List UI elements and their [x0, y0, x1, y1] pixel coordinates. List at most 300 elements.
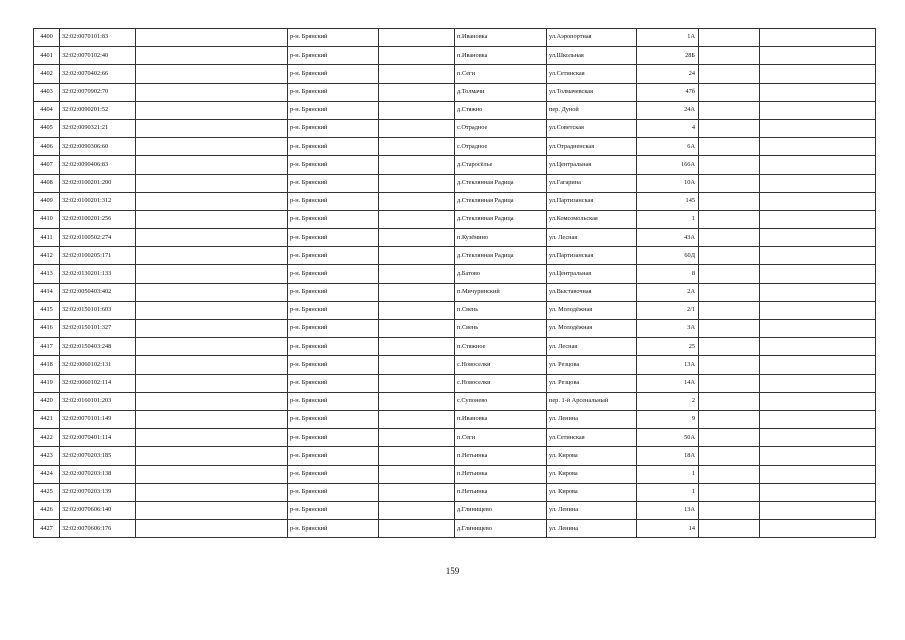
table-row — [34, 392, 876, 410]
empty-col-cell — [699, 447, 760, 465]
street-cell: ул.Сетинская — [547, 65, 637, 83]
empty-col-cell — [760, 119, 876, 137]
district-cell: р-н. Брянский — [288, 83, 379, 101]
table-row — [34, 447, 876, 465]
house-number-cell: 50А — [637, 429, 699, 447]
empty-col-cell — [379, 29, 455, 47]
house-number-cell: 1 — [637, 210, 699, 228]
empty-col-cell — [379, 156, 455, 174]
district-cell: р-н. Брянский — [288, 101, 379, 119]
cadastral-number-cell: 32:02:0050403:402 — [60, 283, 136, 301]
district-cell: р-н. Брянский — [288, 465, 379, 483]
empty-col-cell — [760, 138, 876, 156]
table-row — [34, 520, 876, 538]
house-number-cell: 4 — [637, 119, 699, 137]
cadastral-number-cell: 32:02:0060102:131 — [60, 356, 136, 374]
house-number-cell: 47б — [637, 83, 699, 101]
row-number-cell: 4424 — [34, 465, 60, 483]
empty-col-cell — [136, 265, 288, 283]
row-number-cell: 4423 — [34, 447, 60, 465]
empty-col-cell — [379, 410, 455, 428]
empty-col-cell — [760, 465, 876, 483]
district-cell: р-н. Брянский — [288, 138, 379, 156]
empty-col-cell — [379, 192, 455, 210]
empty-col-cell — [379, 429, 455, 447]
cadastral-number-cell: 32:02:0070203:185 — [60, 447, 136, 465]
row-number-cell: 4403 — [34, 83, 60, 101]
house-number-cell: 1 — [637, 465, 699, 483]
empty-col-cell — [760, 247, 876, 265]
street-cell: ул.Гагарина — [547, 174, 637, 192]
cadastral-number-cell: 32:02:0070203:139 — [60, 483, 136, 501]
street-cell: ул. Ленина — [547, 410, 637, 428]
cadastral-number-cell: 32:02:0090406:83 — [60, 156, 136, 174]
empty-col-cell — [760, 174, 876, 192]
house-number-cell: 2 — [637, 392, 699, 410]
empty-col-cell — [379, 520, 455, 538]
locality-cell: п.Свень — [455, 301, 547, 319]
table-row — [34, 156, 876, 174]
house-number-cell: 6А — [637, 138, 699, 156]
street-cell: ул.Отрадненская — [547, 138, 637, 156]
house-number-cell: 1А — [637, 29, 699, 47]
street-cell: ул. Ленина — [547, 501, 637, 519]
cadastral-number-cell: 32:02:0100201:200 — [60, 174, 136, 192]
house-number-cell: 14А — [637, 374, 699, 392]
empty-col-cell — [699, 283, 760, 301]
street-cell: пер. Дуной — [547, 101, 637, 119]
cadastral-number-cell: 32:02:0070401:114 — [60, 429, 136, 447]
locality-cell: д.Глинищево — [455, 520, 547, 538]
district-cell: р-н. Брянский — [288, 520, 379, 538]
district-cell: р-н. Брянский — [288, 65, 379, 83]
house-number-cell: 1 — [637, 483, 699, 501]
locality-cell: д.Старосёлье — [455, 156, 547, 174]
district-cell: р-н. Брянский — [288, 356, 379, 374]
locality-cell: п.Свень — [455, 320, 547, 338]
house-number-cell: 9 — [637, 410, 699, 428]
empty-col-cell — [760, 410, 876, 428]
district-cell: р-н. Брянский — [288, 392, 379, 410]
empty-col-cell — [699, 520, 760, 538]
empty-col-cell — [136, 138, 288, 156]
cadastral-number-cell: 32:02:0100201:256 — [60, 210, 136, 228]
empty-col-cell — [136, 283, 288, 301]
empty-col-cell — [136, 501, 288, 519]
empty-col-cell — [136, 83, 288, 101]
empty-col-cell — [760, 83, 876, 101]
table-row — [34, 501, 876, 519]
locality-cell: д.Глинищево — [455, 501, 547, 519]
row-number-cell: 4418 — [34, 356, 60, 374]
house-number-cell: 24А — [637, 101, 699, 119]
empty-col-cell — [136, 301, 288, 319]
house-number-cell: 8 — [637, 265, 699, 283]
district-cell: р-н. Брянский — [288, 447, 379, 465]
empty-col-cell — [760, 192, 876, 210]
street-cell: ул.Центральная — [547, 265, 637, 283]
district-cell: р-н. Брянский — [288, 210, 379, 228]
locality-cell: с.Отрадное — [455, 138, 547, 156]
district-cell: р-н. Брянский — [288, 301, 379, 319]
empty-col-cell — [699, 29, 760, 47]
empty-col-cell — [379, 174, 455, 192]
table-row — [34, 119, 876, 137]
locality-cell: д.Стеклянная Радица — [455, 247, 547, 265]
empty-col-cell — [699, 265, 760, 283]
locality-cell: п.Нетьинка — [455, 483, 547, 501]
empty-col-cell — [699, 465, 760, 483]
locality-cell: д.Стеклянная Радица — [455, 192, 547, 210]
empty-col-cell — [379, 465, 455, 483]
street-cell: пер. 1-й Арсенальный — [547, 392, 637, 410]
row-number-cell: 4400 — [34, 29, 60, 47]
district-cell: р-н. Брянский — [288, 192, 379, 210]
row-number-cell: 4421 — [34, 410, 60, 428]
street-cell: ул.Советская — [547, 119, 637, 137]
empty-col-cell — [760, 520, 876, 538]
row-number-cell: 4426 — [34, 501, 60, 519]
empty-col-cell — [136, 119, 288, 137]
table-row — [34, 338, 876, 356]
house-number-cell: 13А — [637, 501, 699, 519]
empty-col-cell — [379, 47, 455, 65]
empty-col-cell — [699, 410, 760, 428]
row-number-cell: 4425 — [34, 483, 60, 501]
empty-col-cell — [136, 392, 288, 410]
row-number-cell: 4408 — [34, 174, 60, 192]
locality-cell: п.Сеги — [455, 429, 547, 447]
street-cell: ул. Кирова — [547, 483, 637, 501]
street-cell: ул.Партизанская — [547, 247, 637, 265]
row-number-cell: 4416 — [34, 320, 60, 338]
district-cell: р-н. Брянский — [288, 374, 379, 392]
locality-cell: д.Толмачи — [455, 83, 547, 101]
row-number-cell: 4412 — [34, 247, 60, 265]
empty-col-cell — [699, 156, 760, 174]
district-cell: р-н. Брянский — [288, 229, 379, 247]
cadastral-number-cell: 32:02:0150403:248 — [60, 338, 136, 356]
empty-col-cell — [760, 483, 876, 501]
empty-col-cell — [699, 47, 760, 65]
table-row — [34, 374, 876, 392]
empty-col-cell — [136, 247, 288, 265]
cadastral-number-cell: 32:02:0070902:70 — [60, 83, 136, 101]
table-row — [34, 83, 876, 101]
street-cell: ул.Комсомольская — [547, 210, 637, 228]
house-number-cell: 60Д — [637, 247, 699, 265]
district-cell: р-н. Брянский — [288, 247, 379, 265]
empty-col-cell — [760, 210, 876, 228]
cadastral-number-cell: 32:02:0150101:327 — [60, 320, 136, 338]
locality-cell: п.Ивановка — [455, 410, 547, 428]
empty-col-cell — [760, 47, 876, 65]
page-number: 159 — [445, 566, 460, 576]
house-number-cell: 28Б — [637, 47, 699, 65]
row-number-cell: 4405 — [34, 119, 60, 137]
cadastral-number-cell: 32:02:0100201:312 — [60, 192, 136, 210]
district-cell: р-н. Брянский — [288, 47, 379, 65]
district-cell: р-н. Брянский — [288, 29, 379, 47]
table-row — [34, 138, 876, 156]
table-row — [34, 174, 876, 192]
empty-col-cell — [379, 101, 455, 119]
street-cell: ул. Кирова — [547, 447, 637, 465]
empty-col-cell — [379, 301, 455, 319]
house-number-cell: 18А — [637, 447, 699, 465]
district-cell: р-н. Брянский — [288, 429, 379, 447]
street-cell: ул.Партизанская — [547, 192, 637, 210]
empty-col-cell — [699, 119, 760, 137]
empty-col-cell — [699, 483, 760, 501]
row-number-cell: 4411 — [34, 229, 60, 247]
empty-col-cell — [699, 229, 760, 247]
table-row — [34, 265, 876, 283]
table-row — [34, 101, 876, 119]
empty-col-cell — [699, 65, 760, 83]
empty-col-cell — [699, 301, 760, 319]
empty-col-cell — [699, 501, 760, 519]
empty-col-cell — [379, 229, 455, 247]
empty-col-cell — [760, 301, 876, 319]
locality-cell: п.Ивановка — [455, 47, 547, 65]
row-number-cell: 4427 — [34, 520, 60, 538]
empty-col-cell — [136, 483, 288, 501]
empty-col-cell — [760, 356, 876, 374]
row-number-cell: 4414 — [34, 283, 60, 301]
cadastral-number-cell: 32:02:0090321:21 — [60, 119, 136, 137]
district-cell: р-н. Брянский — [288, 410, 379, 428]
locality-cell: д.Батово — [455, 265, 547, 283]
cadastral-number-cell: 32:02:0150101:603 — [60, 301, 136, 319]
row-number-cell: 4415 — [34, 301, 60, 319]
empty-col-cell — [760, 101, 876, 119]
empty-col-cell — [699, 210, 760, 228]
row-number-cell: 4404 — [34, 101, 60, 119]
empty-col-cell — [699, 392, 760, 410]
street-cell: ул. Молодёжная — [547, 301, 637, 319]
street-cell: ул. Кирова — [547, 465, 637, 483]
empty-col-cell — [760, 65, 876, 83]
row-number-cell: 4409 — [34, 192, 60, 210]
empty-col-cell — [760, 392, 876, 410]
locality-cell: п.Нетьинка — [455, 465, 547, 483]
locality-cell: д.Стяжно — [455, 101, 547, 119]
table-row — [34, 29, 876, 47]
locality-cell: с.Супонево — [455, 392, 547, 410]
table-row — [34, 301, 876, 319]
empty-col-cell — [699, 101, 760, 119]
district-cell: р-н. Брянский — [288, 265, 379, 283]
empty-col-cell — [699, 338, 760, 356]
empty-col-cell — [379, 392, 455, 410]
street-cell: ул.Аэропортная — [547, 29, 637, 47]
row-number-cell: 4420 — [34, 392, 60, 410]
cadastral-number-cell: 32:02:0070606:140 — [60, 501, 136, 519]
house-number-cell: 3А — [637, 320, 699, 338]
street-cell: ул. Резцова — [547, 356, 637, 374]
house-number-cell: 25 — [637, 338, 699, 356]
empty-col-cell — [136, 29, 288, 47]
district-cell: р-н. Брянский — [288, 320, 379, 338]
empty-col-cell — [760, 320, 876, 338]
empty-col-cell — [760, 447, 876, 465]
cadastral-number-cell: 32:02:0070101:149 — [60, 410, 136, 428]
empty-col-cell — [136, 47, 288, 65]
empty-col-cell — [136, 156, 288, 174]
house-number-cell: 13А — [637, 356, 699, 374]
street-cell: ул.Центральная — [547, 156, 637, 174]
empty-col-cell — [136, 465, 288, 483]
table-row — [34, 320, 876, 338]
row-number-cell: 4413 — [34, 265, 60, 283]
house-number-cell: 14 — [637, 520, 699, 538]
street-cell: ул. Лесная — [547, 338, 637, 356]
empty-col-cell — [136, 338, 288, 356]
cadastral-number-cell: 32:02:0070203:138 — [60, 465, 136, 483]
empty-col-cell — [136, 101, 288, 119]
empty-col-cell — [760, 429, 876, 447]
table-row — [34, 192, 876, 210]
empty-col-cell — [379, 447, 455, 465]
house-number-cell: 43А — [637, 229, 699, 247]
empty-col-cell — [699, 374, 760, 392]
cadastral-number-cell: 32:02:0060102:114 — [60, 374, 136, 392]
empty-col-cell — [699, 356, 760, 374]
house-number-cell: 2А — [637, 283, 699, 301]
street-cell: ул.Выставочная — [547, 283, 637, 301]
locality-cell: д.Стеклянная Радица — [455, 210, 547, 228]
table-row — [34, 65, 876, 83]
table-row — [34, 356, 876, 374]
row-number-cell: 4422 — [34, 429, 60, 447]
empty-col-cell — [760, 283, 876, 301]
cadastral-number-cell: 32:02:0160101:203 — [60, 392, 136, 410]
empty-col-cell — [379, 283, 455, 301]
empty-col-cell — [699, 247, 760, 265]
empty-col-cell — [760, 265, 876, 283]
empty-col-cell — [136, 356, 288, 374]
empty-col-cell — [136, 410, 288, 428]
table-row — [34, 410, 876, 428]
empty-col-cell — [379, 138, 455, 156]
empty-col-cell — [699, 192, 760, 210]
empty-col-cell — [379, 247, 455, 265]
district-cell: р-н. Брянский — [288, 501, 379, 519]
house-number-cell: 10А — [637, 174, 699, 192]
empty-col-cell — [699, 174, 760, 192]
house-number-cell: 2/1 — [637, 301, 699, 319]
district-cell: р-н. Брянский — [288, 119, 379, 137]
empty-col-cell — [136, 447, 288, 465]
street-cell: ул.Сетинская — [547, 429, 637, 447]
empty-col-cell — [699, 83, 760, 101]
register-table — [33, 28, 876, 538]
locality-cell: д.Стеклянная Радица — [455, 174, 547, 192]
locality-cell: п.Ивановка — [455, 29, 547, 47]
house-number-cell: 24 — [637, 65, 699, 83]
cadastral-number-cell: 32:02:0070606:176 — [60, 520, 136, 538]
house-number-cell: 166А — [637, 156, 699, 174]
empty-col-cell — [699, 429, 760, 447]
empty-col-cell — [760, 374, 876, 392]
district-cell: р-н. Брянский — [288, 283, 379, 301]
cadastral-number-cell: 32:02:0070101:83 — [60, 29, 136, 47]
locality-cell: с.Новоселки — [455, 356, 547, 374]
table-row — [34, 47, 876, 65]
district-cell: р-н. Брянский — [288, 156, 379, 174]
empty-col-cell — [760, 501, 876, 519]
empty-col-cell — [379, 320, 455, 338]
empty-col-cell — [379, 374, 455, 392]
empty-col-cell — [760, 156, 876, 174]
street-cell: ул. Ленина — [547, 520, 637, 538]
cadastral-number-cell: 32:02:0070102:40 — [60, 47, 136, 65]
empty-col-cell — [136, 374, 288, 392]
table-row — [34, 483, 876, 501]
row-number-cell: 4417 — [34, 338, 60, 356]
empty-col-cell — [136, 320, 288, 338]
empty-col-cell — [136, 520, 288, 538]
empty-col-cell — [760, 229, 876, 247]
cadastral-number-cell: 32:02:0100205:171 — [60, 247, 136, 265]
table-row — [34, 283, 876, 301]
empty-col-cell — [760, 29, 876, 47]
street-cell: ул. Молодёжная — [547, 320, 637, 338]
street-cell: ул. Резцова — [547, 374, 637, 392]
table-row — [34, 229, 876, 247]
locality-cell: п.Стяжное — [455, 338, 547, 356]
empty-col-cell — [379, 338, 455, 356]
row-number-cell: 4419 — [34, 374, 60, 392]
row-number-cell: 4410 — [34, 210, 60, 228]
empty-col-cell — [379, 356, 455, 374]
empty-col-cell — [136, 65, 288, 83]
empty-col-cell — [379, 210, 455, 228]
locality-cell: п.Кузёмино — [455, 229, 547, 247]
locality-cell: п.Нетьинка — [455, 447, 547, 465]
empty-col-cell — [699, 320, 760, 338]
empty-col-cell — [136, 229, 288, 247]
row-number-cell: 4402 — [34, 65, 60, 83]
table-row — [34, 247, 876, 265]
row-number-cell: 4407 — [34, 156, 60, 174]
street-cell: ул.Школьная — [547, 47, 637, 65]
district-cell: р-н. Брянский — [288, 338, 379, 356]
table-row — [34, 465, 876, 483]
empty-col-cell — [760, 338, 876, 356]
locality-cell: п.Мичуринский — [455, 283, 547, 301]
street-cell: ул.Толмачевская — [547, 83, 637, 101]
empty-col-cell — [379, 65, 455, 83]
empty-col-cell — [136, 192, 288, 210]
table-body — [34, 29, 876, 538]
cadastral-number-cell: 32:02:0100502:274 — [60, 229, 136, 247]
empty-col-cell — [379, 265, 455, 283]
cadastral-number-cell: 32:02:0130201:133 — [60, 265, 136, 283]
empty-col-cell — [379, 483, 455, 501]
empty-col-cell — [699, 138, 760, 156]
row-number-cell: 4401 — [34, 47, 60, 65]
empty-col-cell — [379, 501, 455, 519]
district-cell: р-н. Брянский — [288, 483, 379, 501]
empty-col-cell — [136, 210, 288, 228]
cadastral-number-cell: 32:02:0090201:52 — [60, 101, 136, 119]
empty-col-cell — [136, 174, 288, 192]
cadastral-number-cell: 32:02:0090306:60 — [60, 138, 136, 156]
table-row — [34, 429, 876, 447]
empty-col-cell — [379, 83, 455, 101]
